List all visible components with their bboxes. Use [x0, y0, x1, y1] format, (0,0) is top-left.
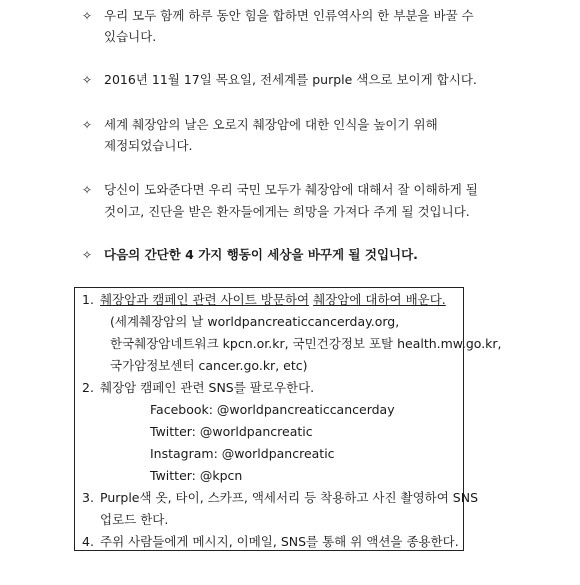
action-1-text-a: 췌장암과 캠페인 관련 사이트 방문하여	[100, 292, 310, 307]
bullet-icon: ✧	[81, 248, 93, 262]
action-1-sub-3: 국가암정보센터 cancer.go.kr, etc)	[110, 358, 308, 373]
paragraph-4-line-1: 당신이 도와준다면 우리 국민 모두가 췌장암에 대해서 잘 이해하게 될	[104, 182, 478, 197]
bullet-icon: ✧	[81, 118, 93, 132]
action-3-line-1: Purple색 옷, 타이, 스카프, 액세서리 등 착용하고 사진 촬영하여 SNS	[100, 490, 479, 505]
action-2-text: 췌장암 캠페인 관련 SNS를 팔로우한다.	[100, 380, 315, 395]
action-2-number: 2.	[82, 380, 94, 395]
action-1-sub-2: 한국췌장암네트워크 kpcn.or.kr, 국민건강정보 포탈 health.mw.go.kr,	[110, 336, 502, 351]
paragraph-5-heading: 다음의 간단한 4 가지 행동이 세상을 바꾸게 될 것입니다.	[104, 247, 418, 262]
action-1-sub-1: (세계췌장암의 날 worldpancreaticcancerday.org,	[110, 314, 400, 329]
bullet-icon: ✧	[81, 73, 93, 87]
action-3-line-2: 업로드 한다.	[100, 512, 169, 527]
action-4-text: 주위 사람들에게 메시지, 이메일, SNS를 통해 위 액션을 종용한다.	[100, 534, 459, 549]
paragraph-3-line-1: 세계 췌장암의 날은 오로지 췌장암에 대한 인식을 높이기 위해	[104, 117, 438, 132]
paragraph-2-line-1: 2016년 11월 17일 목요일, 전세계를 purple 색으로 보이게 합시다.	[104, 72, 477, 87]
action-1-text-b: 췌장암에 대하여 배운다.	[313, 292, 446, 307]
paragraph-3-line-2: 제정되었습니다.	[104, 138, 193, 153]
action-4-number: 4.	[82, 534, 94, 549]
action-2-sub-3: Instagram: @worldpancreatic	[150, 446, 335, 461]
action-2-sub-1: Facebook: @worldpancreaticcancerday	[150, 402, 395, 417]
bullet-icon: ✧	[81, 183, 93, 197]
action-2-sub-2: Twitter: @worldpancreatic	[150, 424, 313, 439]
bullet-icon: ✧	[81, 9, 93, 23]
action-1-text	[100, 292, 446, 308]
action-2-sub-4: Twitter: @kpcn	[150, 468, 243, 483]
action-1-number: 1.	[82, 292, 94, 307]
paragraph-4-line-2: 것이고, 진단을 받은 환자들에게는 희망을 가져다 주게 될 것입니다.	[104, 204, 470, 219]
paragraph-1-line-1: 우리 모두 함께 하루 동안 힘을 합하면 인류역사의 한 부분을 바꿀 수	[104, 8, 474, 23]
paragraph-1-line-2: 있습니다.	[104, 29, 157, 44]
action-3-number: 3.	[82, 490, 94, 505]
